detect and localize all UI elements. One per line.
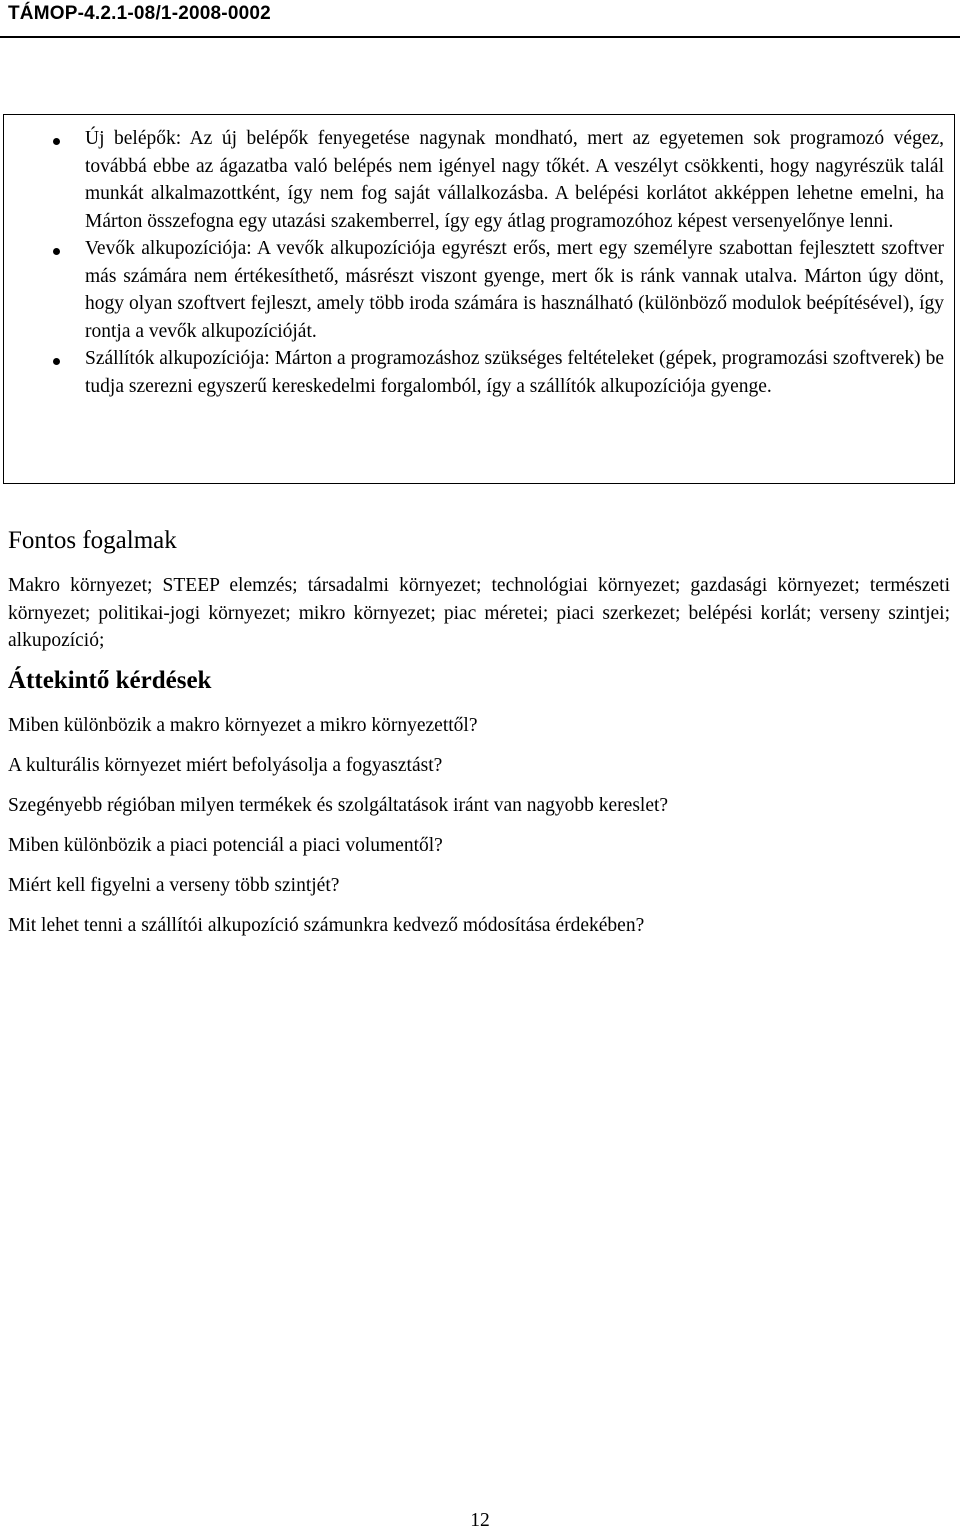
- bullet-text: Vevők alkupozíciója: A vevők alkupozíciója egyrészt erős, mert egy személyre szabottan fejlesztett szoftver más számára nem értékesíthető, másrészt viszont gyenge, mert ők is ránk vannak utalva. Márton úgy dönt, hogy olyan szoftvert fejleszt, amely több iroda számára is használható (különböző modulok beépítésével), így rontja a vevők alkupozícióját.: [85, 238, 944, 342]
- bullet-icon: [53, 138, 60, 145]
- review-questions-heading: Áttekintő kérdések: [8, 667, 212, 694]
- key-concepts-heading: Fontos fogalmak: [8, 527, 177, 554]
- bullet-icon: [53, 248, 60, 255]
- review-question: Mit lehet tenni a szállítói alkupozíció számunkra kedvező módosítása érdekében?: [8, 915, 645, 936]
- project-code-header: TÁMOP-4.2.1-08/1-2008-0002: [8, 3, 271, 24]
- key-concepts-text: Makro környezet; STEEP elemzés; társadalmi környezet; technológiai környezet; gazdasági környezet; természeti környezet; politikai-jogi környezet; mikro környezet; piac méretei; piaci szerkezet; belépési korlát; verseny szintjei; alkupozíció;: [8, 575, 950, 651]
- bullet-text: Szállítók alkupozíciója: Márton a programozáshoz szükséges feltételeket (gépek, programozási szoftverek) be tudja szerezni egyszerű kereskedelmi forgalomból, így a szállítók alkupozíciója gyenge.: [85, 348, 944, 397]
- review-questions-list: [8, 712, 950, 952]
- review-question: Szegényebb régióban milyen termékek és szolgáltatások iránt van nagyobb kereslet?: [8, 795, 669, 816]
- bullet-icon: [53, 358, 60, 365]
- bullet-list: [4, 125, 954, 400]
- competitive-forces-box: [3, 114, 955, 484]
- bullet-text: Új belépők: Az új belépők fenyegetése nagynak mondható, mert az egyetemen sok programozó végez, továbbá ebbe az ágazatba való belépés nem igényel nagy tőkét. A veszélyt csökkenti, hogy nagyrészük talál munkát alkalmazottként, így nem fog saját vállalkozásba. A belépési korlátot akképpen lehetne emelni, ha Márton összefogna egy utazási szakemberrel, így egy átlag programozóhoz képest versenyelőnye lenni.: [85, 128, 944, 232]
- review-question: Miben különbözik a makro környezet a mikro környezettől?: [8, 715, 478, 736]
- review-question: Miért kell figyelni a verseny több szintjét?: [8, 875, 340, 896]
- bullet-item-buyer-power: [4, 235, 954, 345]
- review-question: Miben különbözik a piaci potenciál a piaci volumentől?: [8, 835, 443, 856]
- header-divider: [0, 36, 960, 38]
- bullet-item-new-entrants: [4, 125, 954, 235]
- page-number: 12: [470, 1510, 490, 1531]
- bullet-item-supplier-power: [4, 345, 954, 400]
- review-question: A kulturális környezet miért befolyásolja a fogyasztást?: [8, 755, 443, 776]
